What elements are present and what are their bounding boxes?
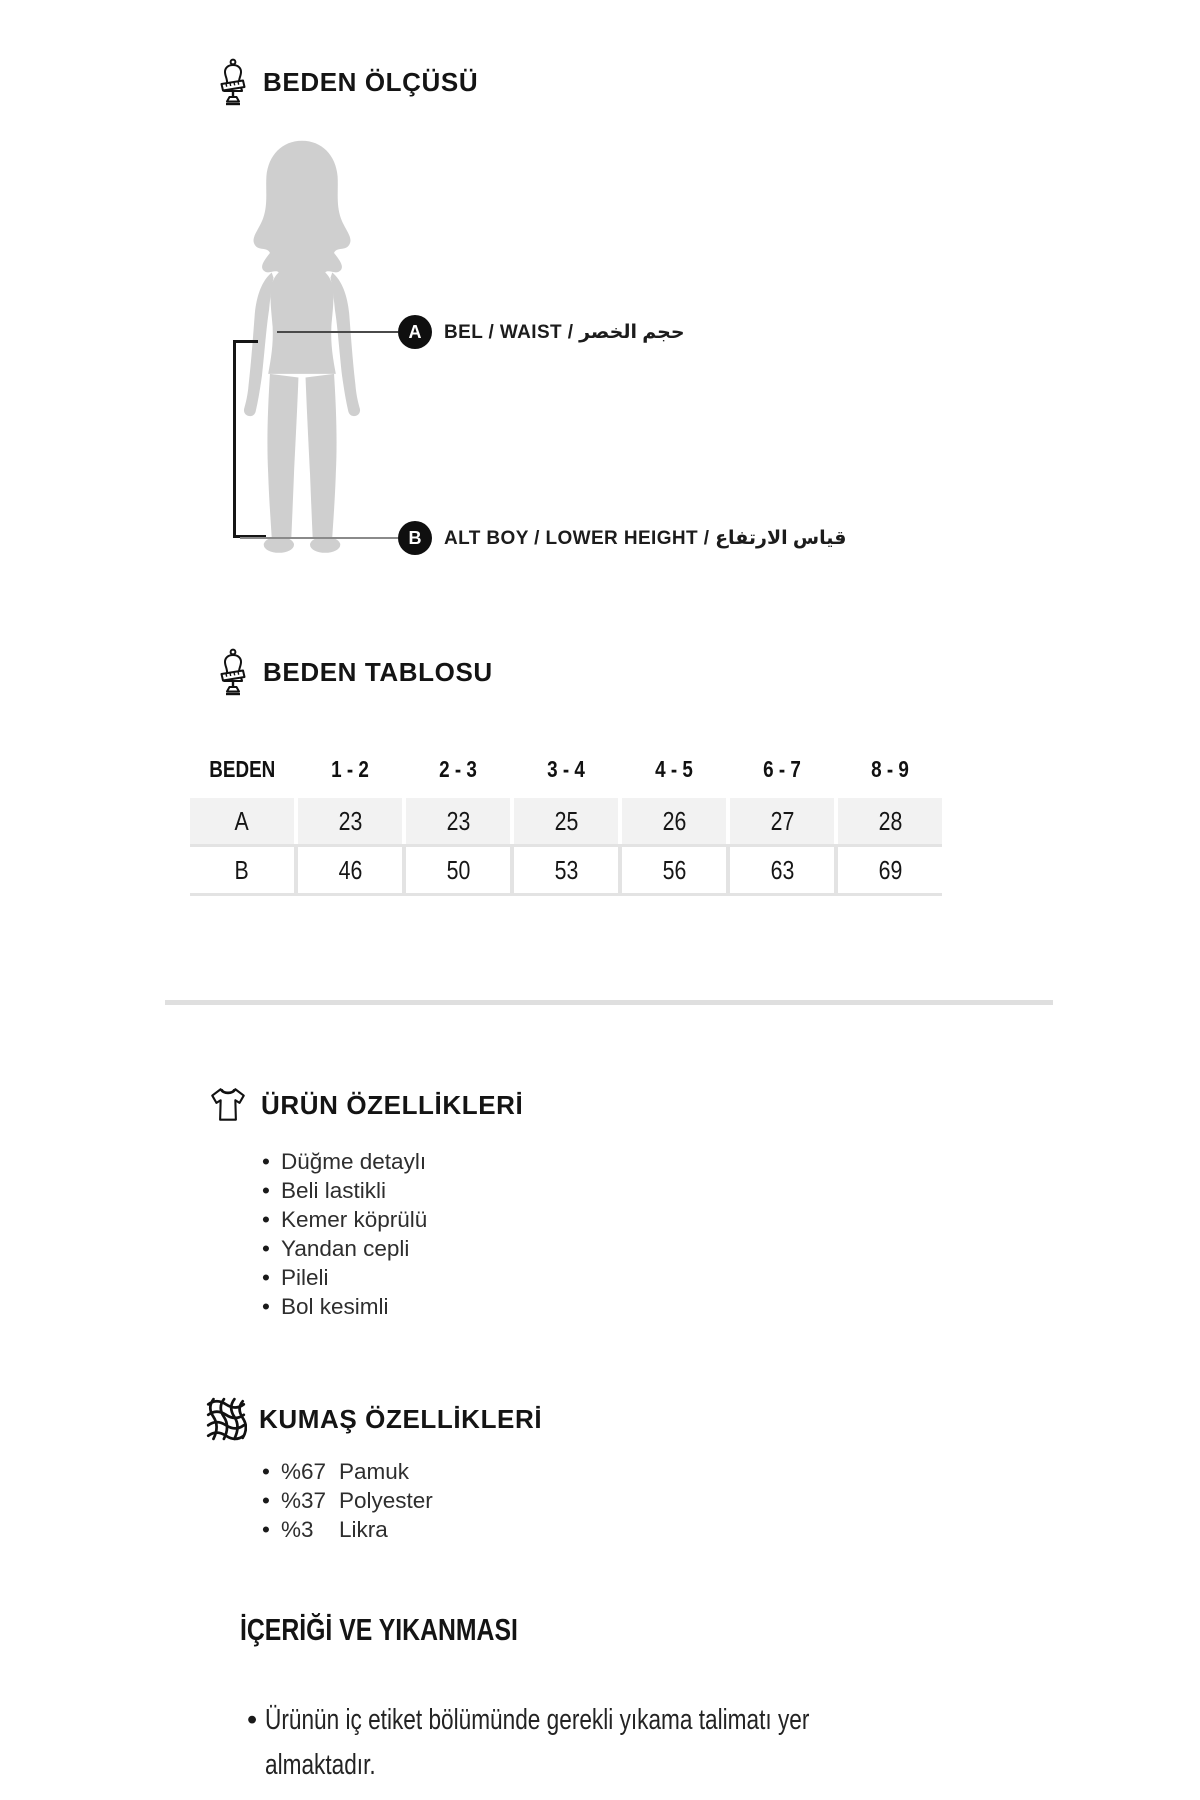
cell-value: 53 — [514, 847, 618, 893]
list-item: • Yandan cepli — [262, 1236, 410, 1261]
col-header: 4 - 5 — [655, 755, 693, 782]
row-label: B — [190, 847, 294, 893]
bullet-dot: • — [262, 1294, 270, 1319]
cell-value: 46 — [298, 847, 402, 893]
child-silhouette — [213, 133, 391, 565]
col-header: 8 - 9 — [871, 755, 909, 782]
fabric-feature-list — [262, 1457, 433, 1544]
col-header: 6 - 7 — [763, 755, 801, 782]
col-header: 1 - 2 — [331, 755, 369, 782]
row-label: A — [190, 798, 294, 844]
section-title: BEDEN ÖLÇÜSÜ — [263, 66, 479, 97]
badge-a-letter: A — [408, 321, 422, 342]
size-table-header-row — [190, 752, 942, 786]
bullet-dot: • — [262, 1265, 270, 1290]
list-item: • Kemer köprülü — [262, 1207, 428, 1232]
care-header — [240, 1612, 587, 1648]
cell-value: 26 — [622, 798, 726, 844]
bullet-dot: • — [262, 1517, 270, 1542]
bullet-dot: • — [262, 1178, 270, 1203]
cell-value: 50 — [406, 847, 510, 893]
fabric-features-header — [205, 1396, 542, 1442]
mannequin-icon — [215, 648, 251, 696]
cell-value: 23 — [406, 798, 510, 844]
waist-label: BEL / WAIST / حجم الخصر — [444, 322, 685, 343]
badge-b-letter: B — [408, 527, 422, 548]
list-item: • Bol kesimli — [262, 1294, 389, 1319]
col-header: 3 - 4 — [547, 755, 585, 782]
product-feature-list — [262, 1147, 427, 1321]
list-item: • %67 Pamuk — [262, 1459, 410, 1484]
measure-bracket-top-stub — [233, 340, 258, 343]
section-divider — [165, 1000, 1053, 1005]
list-item: • %37 Polyester — [262, 1488, 433, 1513]
fabric-weave-icon — [205, 1396, 247, 1442]
cell-value: 28 — [838, 798, 942, 844]
mannequin-icon — [215, 58, 251, 106]
cell-value: 69 — [838, 847, 942, 893]
bullet-dot: • — [262, 1207, 270, 1232]
measure-bracket-vertical — [233, 340, 236, 538]
cell-value: 27 — [730, 798, 834, 844]
size-table-header — [215, 648, 493, 696]
cell-value: 25 — [514, 798, 618, 844]
cell-value: 23 — [298, 798, 402, 844]
list-item: • Düğme detaylı — [262, 1149, 427, 1174]
section-title: BEDEN TABLOSU — [263, 656, 493, 687]
table-row-b — [190, 847, 942, 893]
section-title: KUMAŞ ÖZELLİKLERİ — [259, 1403, 543, 1434]
list-item: • %3 Likra — [262, 1517, 388, 1542]
badge-a — [398, 315, 432, 349]
bullet-dot: • — [262, 1149, 270, 1174]
table-row-a — [190, 798, 942, 844]
callout-line-a — [277, 331, 398, 333]
cell-value: 56 — [622, 847, 726, 893]
bullet-dot: • — [262, 1236, 270, 1261]
bullet-dot: • — [262, 1459, 270, 1484]
col-header: BEDEN — [208, 755, 276, 782]
section-title: İÇERİĞİ VE YIKANMASI — [240, 1612, 518, 1647]
section-title: ÜRÜN ÖZELLİKLERİ — [261, 1089, 524, 1120]
care-instruction — [247, 1698, 1025, 1788]
size-table — [190, 752, 942, 896]
badge-b — [398, 521, 432, 555]
bullet-dot: • — [247, 1704, 258, 1736]
list-item: • Pileli — [262, 1265, 329, 1290]
callout-line-b — [240, 537, 398, 539]
col-header: 2 - 3 — [439, 755, 477, 782]
lower-height-label: ALT BOY / LOWER HEIGHT / قياس الارتفاع — [444, 528, 847, 549]
product-features-header — [207, 1086, 523, 1124]
bullet-dot: • — [262, 1488, 270, 1513]
size-measure-header — [215, 58, 478, 106]
care-text: Ürünün iç etiket bölümünde gerekli yıkama talimatı yer almaktadır. — [265, 1704, 810, 1781]
cell-value: 63 — [730, 847, 834, 893]
tshirt-icon — [207, 1086, 249, 1124]
list-item: • Beli lastikli — [262, 1178, 387, 1203]
